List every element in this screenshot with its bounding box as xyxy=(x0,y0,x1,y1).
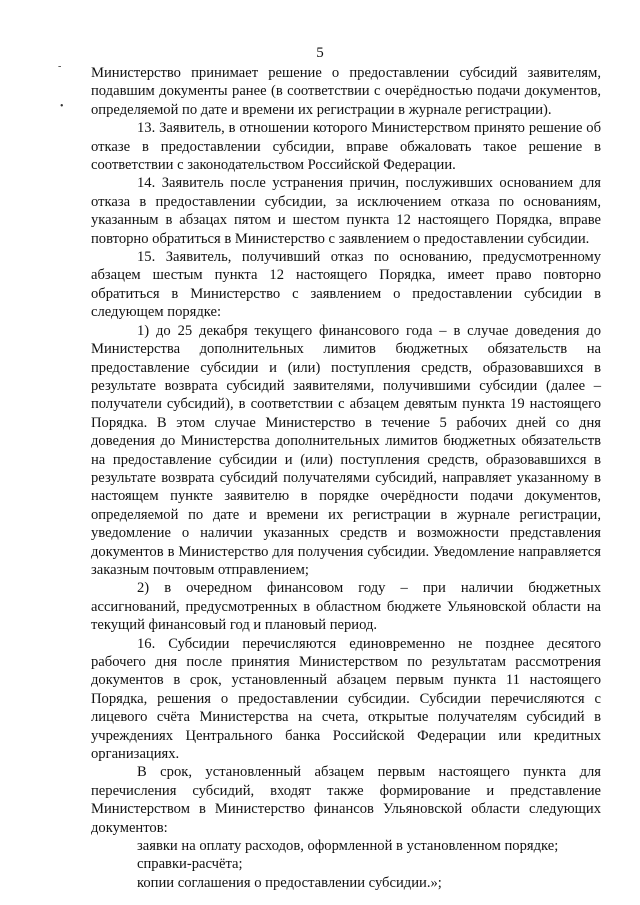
list-item: заявки на оплату расходов, оформленной в установленном порядке; xyxy=(137,838,559,855)
paragraph-subitem-2: 2) в очередном финансовом году – при наличии бюджетных ассигнований, предусмотренных в областном бюджете Ульяновской области на текущий финансовый год и плановый период. xyxy=(91,580,601,634)
margin-mark: • xyxy=(60,101,64,112)
paragraph-item-14: 14. Заявитель после устранения причин, послуживших основанием для отказа в предоставлении субсидии, за исключением отказа по основаниям, указанным в абзацах пятом и шестом пункта 12 настоящего Порядка, вправе повторно обратиться в Министерство с заявлением о предоставлении субсидии. xyxy=(91,175,601,247)
list-item: справки-расчёта; xyxy=(137,856,243,873)
document-body xyxy=(91,64,601,892)
page-number: 5 xyxy=(316,45,324,61)
paragraph-item-13: 13. Заявитель, в отношении которого Министерством принято решение об отказе в предоставлении субсидии, вправе обжаловать такое решение в соответствии с законодательством Российской Федерации. xyxy=(91,120,601,174)
paragraph-item-15: 15. Заявитель, получивший отказ по основанию, предусмотренному абзацем шестым пункта 12 настоящего Порядка, имеет право повторно обратиться в Министерство с заявлением о предоставлении субсидии в следующем порядке: xyxy=(91,249,601,321)
paragraph-subitem-1: 1) до 25 декабря текущего финансового года – в случае доведения до Министерства дополнительных лимитов бюджетных обязательств на предоставление субсидии и (или) поступления средств, образовавшихся в результате возврата субсидий заявителями, получившими субсидии (далее – получатели субсидий), в соответствии с абзацем девятым пункта 19 настоящего Порядка. В этом случае Министерство в течение 5 рабочих дней со дня доведения до Министерства дополнительных лимитов бюджетных обязательств на предоставление субсидии и (или) поступления средств, образовавшихся в результате возврата субсидий получателями субсидий, направляет указанному в настоящем пункте заявителю в порядке очерёдности подачи документов, определяемой по дате и времени их регистрации в журнале регистрации, уведомление о наличии указанных средств и возможности представления документов в Министерство для получения субсидии. Уведомление направляется заказным почтовым отправлением; xyxy=(91,322,601,578)
paragraph-continuation: Министерство принимает решение о предоставлении субсидий заявителям, подавшим документы ранее (в соответствии с очерёдностью подачи документов, определяемой по дате и времени их регистрации в журнале регистрации). xyxy=(91,65,601,118)
paragraph-documents-intro: В срок, установленный абзацем первым настоящего пункта для перечисления субсидий, входят также формирование и представление Министерством в Министерство финансов Ульяновской области следующих документов: xyxy=(91,764,601,836)
list-item: копии соглашения о предоставлении субсидии.»; xyxy=(137,874,442,891)
margin-mark: - xyxy=(58,61,62,72)
paragraph-item-16: 16. Субсидии перечисляются единовременно не позднее десятого рабочего дня после принятия Министерством по результатам рассмотрения документов в срок, установленный абзацем первым пункта 11 настоящего Порядка, решения о предоставлении субсидии. Субсидии перечисляются с лицевого счёта Министерства на счета, открытые получателям субсидий в учреждениях Центрального банка Российской Федерации или кредитных организациях. xyxy=(91,635,601,763)
